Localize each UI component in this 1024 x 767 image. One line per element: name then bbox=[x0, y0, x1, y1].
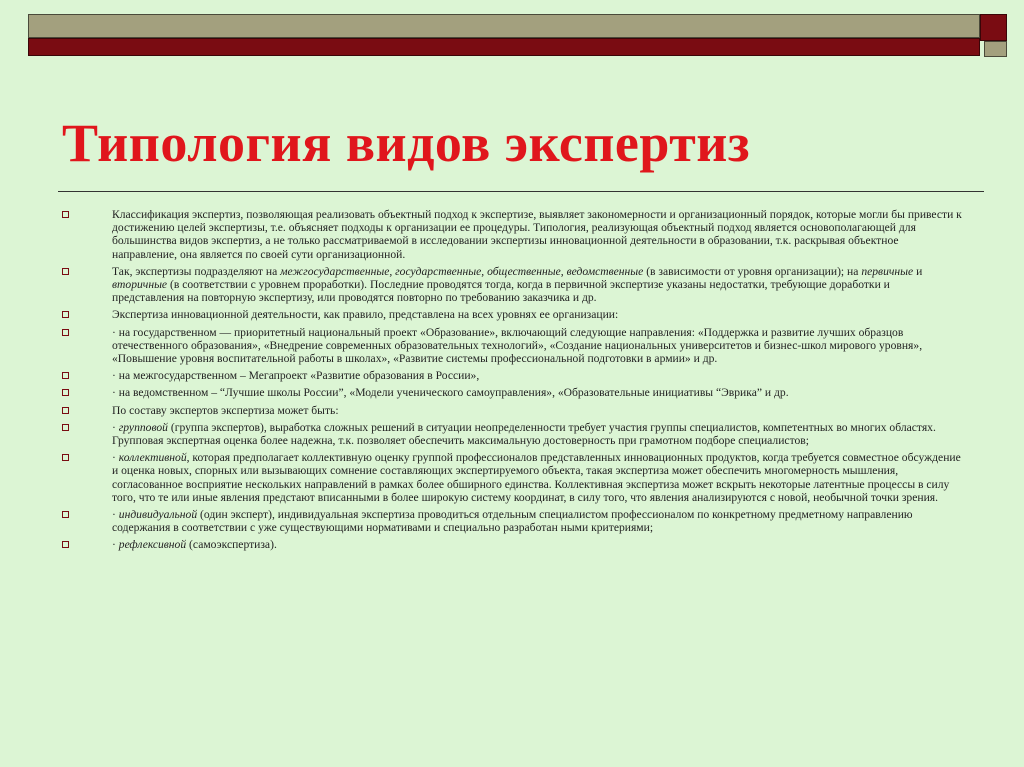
bullet-text: (в соответствии с уровнем проработки). Последние проводятся тогда, когда в первичной экспертизе указаны недостатки, требующие доработки и представления на повторную экспертизу, или проводятся повторно по требованию заказчика и др. bbox=[112, 278, 890, 305]
bullet-text-italic: коллективной bbox=[118, 451, 187, 465]
bullet-text-italic: рефлексивной bbox=[118, 538, 187, 552]
bullet-text-italic: индивидуальной bbox=[118, 508, 198, 522]
hollow-square-bullet-icon bbox=[62, 329, 69, 336]
bullet-text: Экспертиза инновационной деятельности, как правило, представлена на всех уровнях ее организации: bbox=[112, 308, 619, 322]
corner-olive-square bbox=[984, 41, 1007, 57]
hollow-square-bullet-icon bbox=[62, 372, 69, 379]
bullet-item bbox=[62, 404, 962, 417]
bullet-item bbox=[62, 369, 962, 382]
bullet-item bbox=[62, 326, 962, 366]
bullet-item bbox=[62, 308, 962, 321]
hollow-square-bullet-icon bbox=[62, 407, 69, 414]
bullet-text: (в зависимости от уровня организации); на bbox=[643, 264, 862, 278]
bullet-text: · bbox=[112, 451, 119, 465]
corner-red-square bbox=[980, 14, 1007, 41]
bullet-item bbox=[62, 451, 962, 504]
bullet-text: Классификация экспертиз, позволяющая реализовать объектный подход к экспертизе, выявляет закономерности и организационный порядок, которые могли бы привести к достижению целей экспертизы, т.е. объясняет подходы к организации ее процедуры. Типология, реализующая объектный подход является основополагающей для большинства видов экспертиз, а не только рассматриваемой в исследовании экспертизы инновационной деятельности в образовании, т.к. раскрывая объектное направление, она является по своей сути организационной. bbox=[112, 208, 962, 261]
bullet-text: и bbox=[913, 264, 923, 278]
bullet-text: · bbox=[112, 420, 119, 434]
hollow-square-bullet-icon bbox=[62, 541, 69, 548]
bullet-text: Так, экспертизы подразделяют на bbox=[112, 264, 281, 278]
bullet-item bbox=[62, 208, 962, 261]
bullet-item bbox=[62, 538, 962, 551]
bullet-item bbox=[62, 421, 962, 447]
hollow-square-bullet-icon bbox=[62, 389, 69, 396]
bullet-text-italic: групповой bbox=[118, 420, 168, 434]
bullet-text: · на межгосударственном – Мегапроект «Развитие образования в России», bbox=[112, 369, 480, 383]
bullet-text: (самоэкспертиза). bbox=[186, 538, 277, 552]
bullet-text-italic: межгосударственные, государственные, общественные, ведомственные bbox=[280, 264, 644, 278]
hollow-square-bullet-icon bbox=[62, 424, 69, 431]
bullet-text: · bbox=[112, 508, 119, 522]
bullet-item bbox=[62, 386, 962, 399]
bullet-text: · bbox=[112, 538, 119, 552]
hollow-square-bullet-icon bbox=[62, 311, 69, 318]
bullet-item bbox=[62, 508, 962, 534]
bullet-text-italic: вторичные bbox=[112, 278, 168, 292]
hollow-square-bullet-icon bbox=[62, 211, 69, 218]
bullet-text: · на ведомственном – “Лучшие школы России”, «Модели ученического самоуправления», «Образовательные инициативы “Эврика” и др. bbox=[112, 386, 789, 400]
hollow-square-bullet-icon bbox=[62, 511, 69, 518]
bullet-text: (один эксперт), индивидуальная экспертиза проводиться отдельным специалистом профессионалом по конкретному предметному направлению содержания в соответствии с уже существующими нормативами и специально разработан ными критериями; bbox=[112, 508, 913, 535]
bullet-text: (группа экспертов), выработка сложных решений в ситуации неопределенности требует участия группы специалистов, компетентных во многих областях. Групповая экспертная оценка более надежна, т.к. позволяет обеспечить максимальную достоверность при грамотном подборе специалистов; bbox=[112, 420, 936, 448]
hollow-square-bullet-icon bbox=[62, 268, 69, 275]
bullet-item bbox=[62, 265, 962, 305]
bullet-list bbox=[62, 208, 962, 556]
hollow-square-bullet-icon bbox=[62, 454, 69, 461]
title-divider bbox=[58, 191, 984, 192]
slide-title: Типология видов экспертиз bbox=[62, 113, 751, 173]
bullet-text: · на государственном — приоритетный национальный проект «Образование», включающий следующие направления: «Поддержка и развитие лучших образцов отечественного образования», «Внедрение современных образовательных технологий», «Создание национальных университетов и бизнес-школ мирового уровня», «Повышение уровня воспитательной работы в школах», «Развитие системы профессиональной подготовки в армии» и др. bbox=[112, 325, 923, 366]
header-red-bar bbox=[28, 38, 980, 56]
header-olive-bar bbox=[28, 14, 980, 38]
bullet-text: , которая предполагает коллективную оценку группой профессионалов представленных инновационных продуктов, когда требуется совместное обсуждение и оценка новых, спорных или вызывающих сомнение составляющих экспертируемого объекта, такая экспертиза может обеспечить многомерность мышления, согласованное восприятие нескольких направлений в рамках более обширного единства. Коллективная экспертиза может вскрыть некоторые латентные процессы в силу того, что те или иные явления предстают вписанными в более широкую систему координат, в силу того, что явления анализируются с новой, необычной точки зрения. bbox=[112, 451, 961, 504]
bullet-text-italic: первичные bbox=[861, 264, 914, 278]
bullet-text: По составу экспертов экспертиза может быть: bbox=[112, 403, 339, 417]
